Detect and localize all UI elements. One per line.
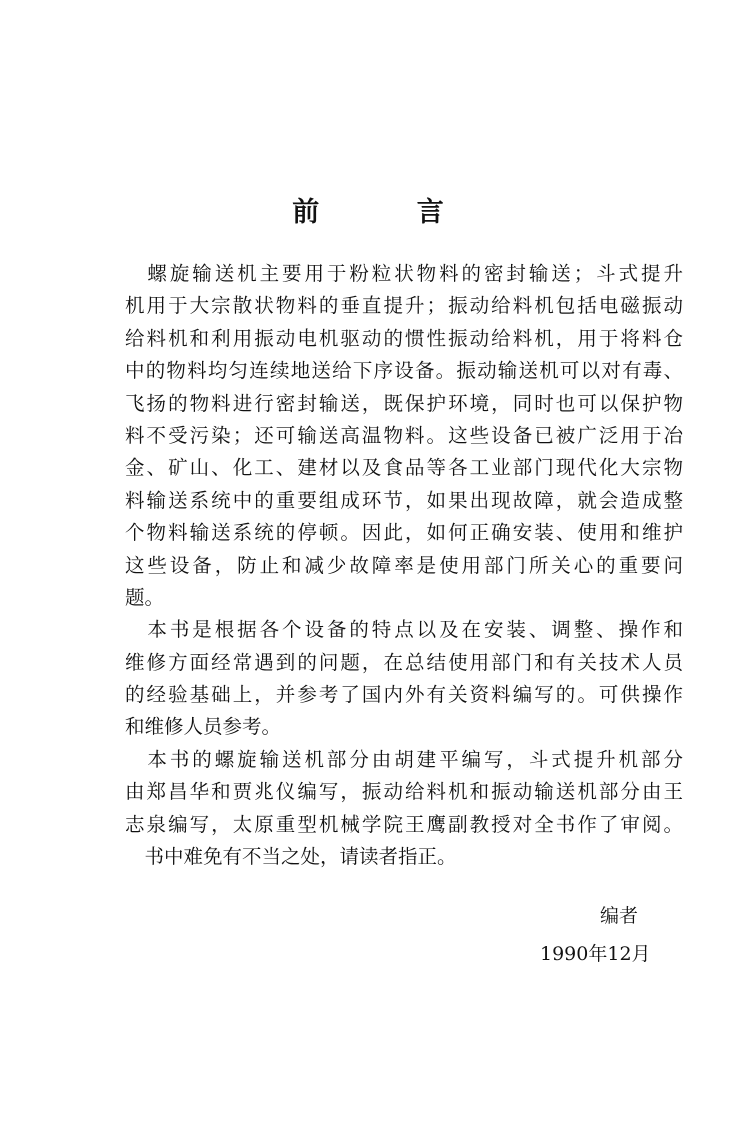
page-title: 前 言 xyxy=(292,197,488,228)
text-line: 由郑昌华和贾兆仪编写，振动给料机和振动输送机部分由王 xyxy=(125,780,683,804)
signature-author: 编者 xyxy=(600,905,639,927)
text-line: 料输送系统中的重要组成环节，如果出现故障，就会造成整 xyxy=(125,488,683,512)
text-line: 维修方面经常遇到的问题，在总结使用部门和有关技术人员 xyxy=(125,650,683,674)
signature-date: 1990年12月 xyxy=(540,943,651,965)
text-line: 的经验基础上，并参考了国内外有关资料编写的。可供操作 xyxy=(125,683,683,707)
text-line: 飞扬的物料进行密封输送，既保护环境，同时也可以保护物 xyxy=(125,391,683,415)
text-line: 中的物料均匀连续地送给下序设备。振动输送机可以对有毒、 xyxy=(125,359,683,383)
text-line: 书中难免有不当之处，请读者指正。 xyxy=(125,845,457,869)
text-line: 机用于大宗散状物料的垂直提升；振动给料机包括电磁振动 xyxy=(125,294,683,318)
text-line: 料不受污染；还可输送高温物料。这些设备已被广泛用于冶 xyxy=(125,423,683,447)
text-line: 本书是根据各个设备的特点以及在安装、调整、操作和 xyxy=(125,618,683,642)
text-line: 这些设备，防止和减少故障率是使用部门所关心的重要问 xyxy=(125,553,683,577)
text-line: 金、矿山、化工、建材以及食品等各工业部门现代化大宗物 xyxy=(125,456,683,480)
text-line: 本书的螺旋输送机部分由胡建平编写，斗式提升机部分 xyxy=(125,747,683,771)
text-line: 题。 xyxy=(125,585,165,609)
text-line: 给料机和利用振动电机驱动的惯性振动给料机，用于将料仓 xyxy=(125,326,683,350)
text-line: 螺旋输送机主要用于粉粒状物料的密封输送；斗式提升 xyxy=(125,262,683,285)
text-line: 志泉编写，太原重型机械学院王鹰副教授对全书作了审阅。 xyxy=(125,812,683,836)
text-line: 个物料输送系统的停顿。因此，如何正确安装、使用和维护 xyxy=(125,521,683,545)
preface-body xyxy=(125,258,683,873)
text-line: 和维修人员参考。 xyxy=(125,715,282,739)
